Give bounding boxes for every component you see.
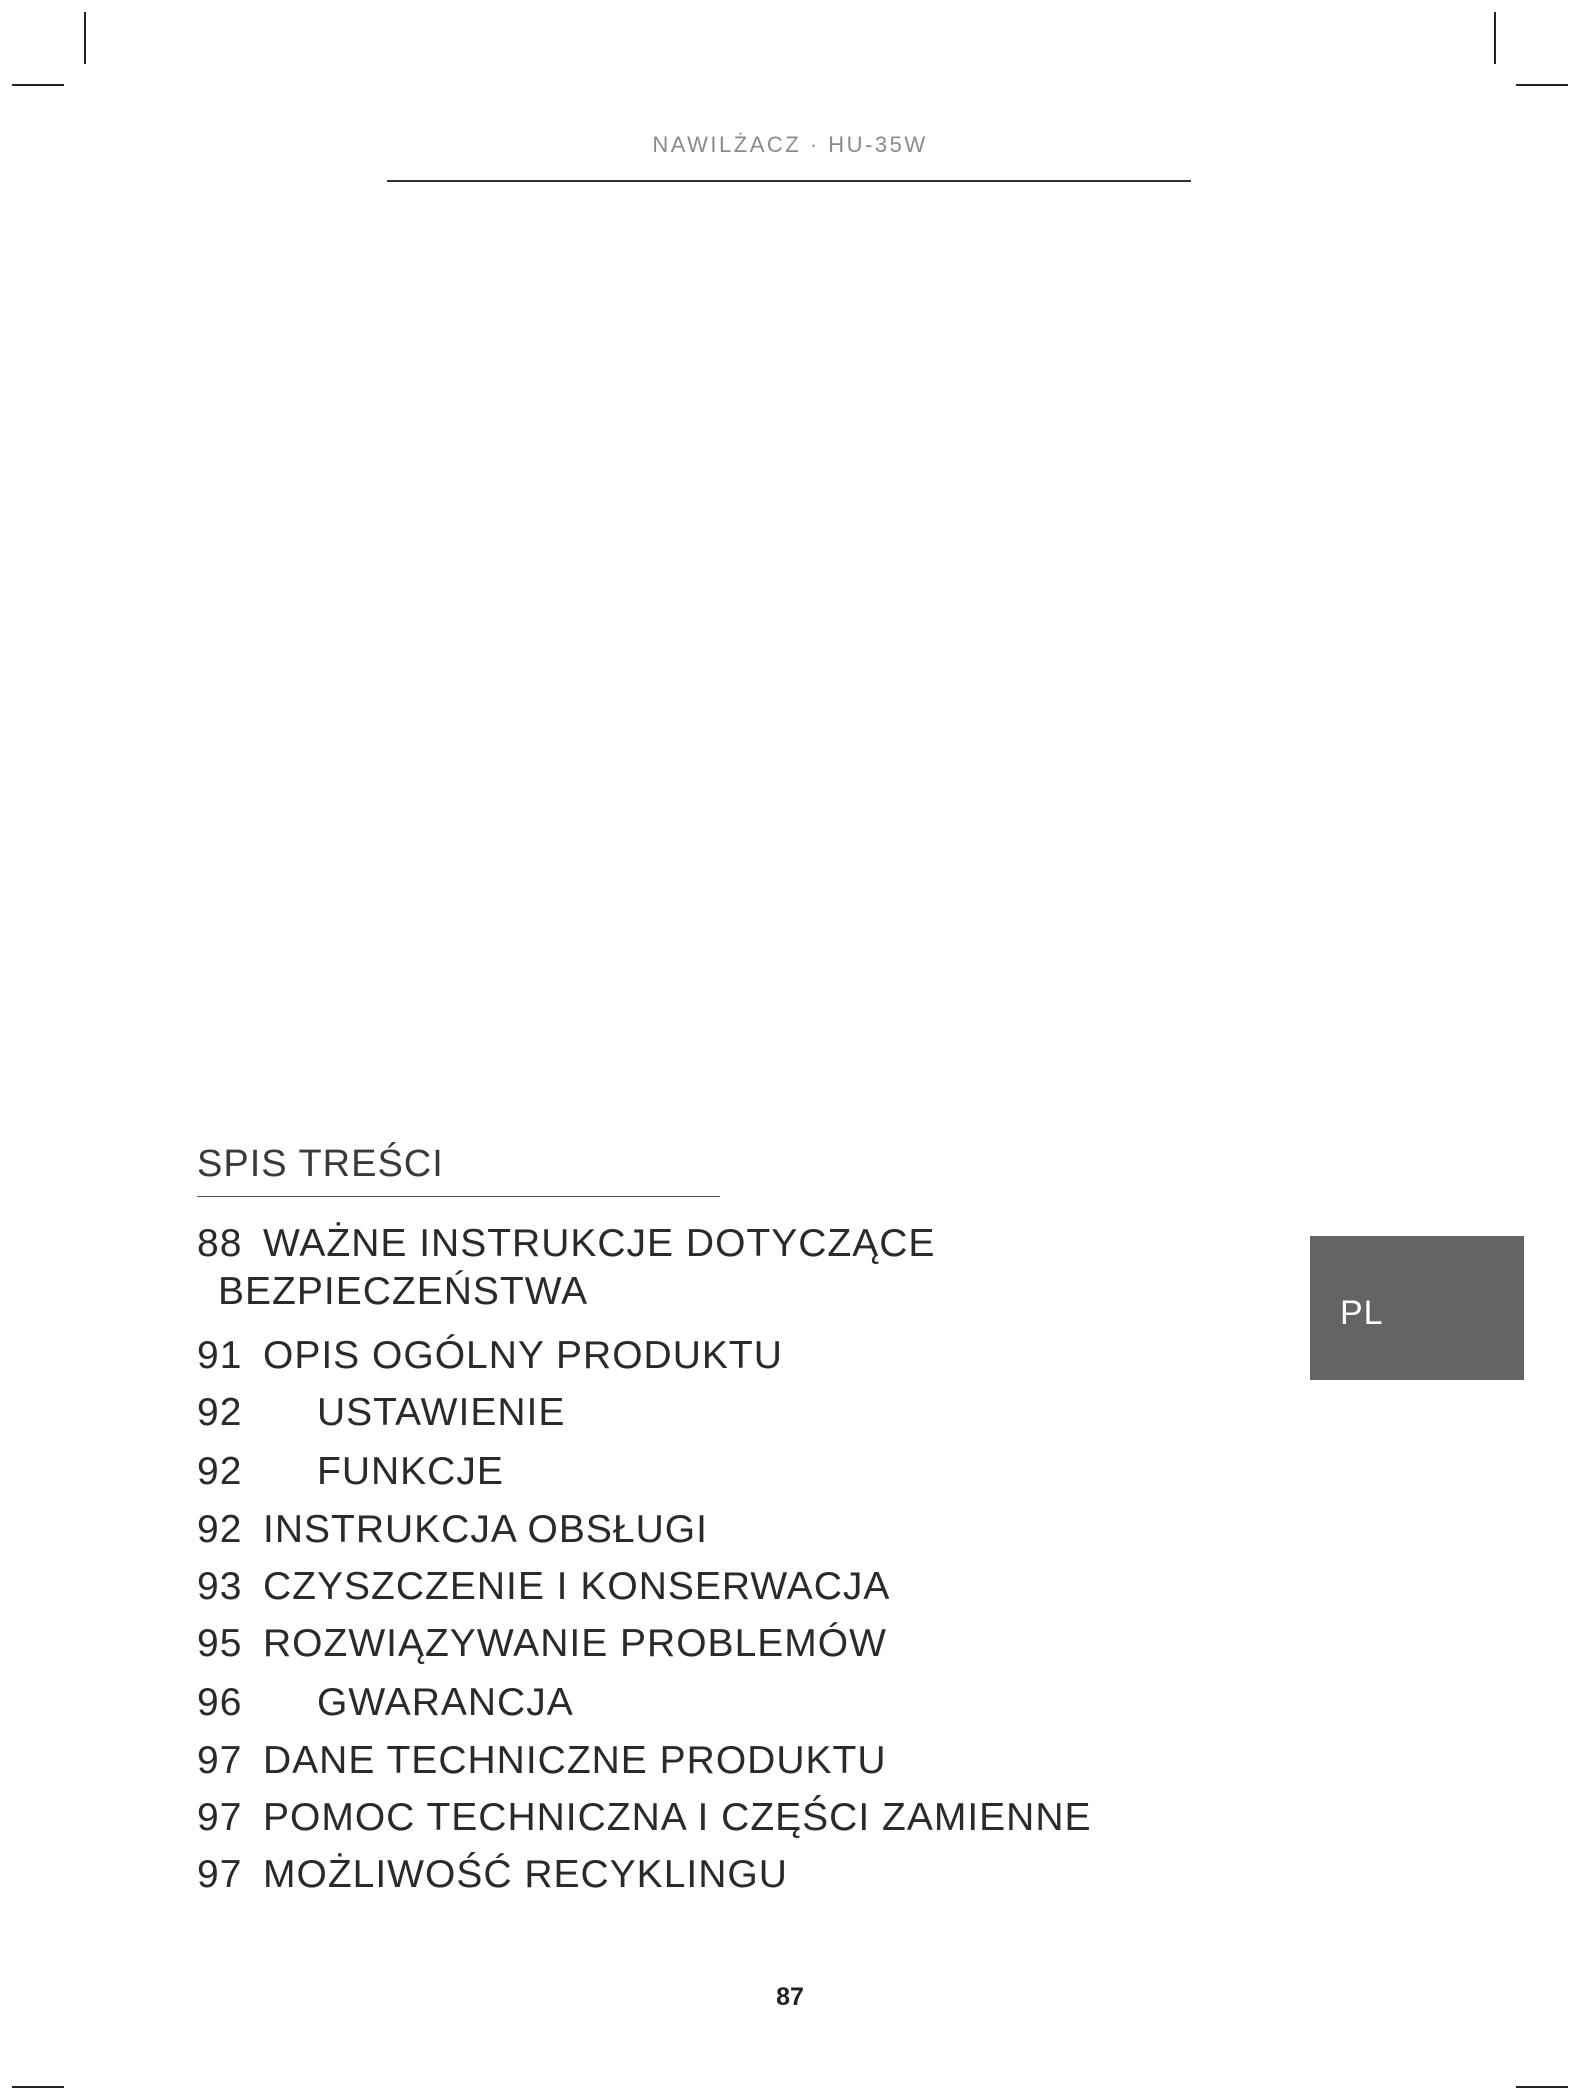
page-number: 87 xyxy=(776,1983,804,2011)
toc-item[interactable] xyxy=(197,1389,1092,1448)
toc-title-rule xyxy=(197,1196,720,1197)
toc-item[interactable] xyxy=(197,1794,1092,1851)
crop-mark-bottom-right-h xyxy=(1516,2086,1568,2088)
toc-label: GWARANCJA xyxy=(317,1681,574,1724)
toc-label: WAŻNE INSTRUKCJE DOTYCZĄCE xyxy=(263,1222,936,1265)
toc-label: POMOC TECHNICZNA I CZĘŚCI ZAMIENNE xyxy=(263,1796,1092,1839)
toc-page-number: 91 xyxy=(197,1334,243,1377)
language-tab-label: PL xyxy=(1340,1294,1384,1332)
toc-page-number: 88 xyxy=(197,1222,243,1265)
running-header: NAWILŻACZ · HU-35W xyxy=(652,132,928,157)
toc-page-number: 95 xyxy=(197,1622,243,1665)
header-rule xyxy=(387,180,1191,182)
toc-item[interactable] xyxy=(197,1563,1092,1620)
toc-item[interactable] xyxy=(197,1679,1092,1737)
crop-mark-top-left-v xyxy=(84,12,86,64)
toc-label: USTAWIENIE xyxy=(317,1391,566,1434)
toc-page-number: 97 xyxy=(197,1739,243,1782)
toc-label-continuation: BEZPIECZEŃSTWA xyxy=(218,1270,589,1313)
toc-page-number: 92 xyxy=(197,1391,243,1434)
toc-item[interactable] xyxy=(197,1737,1092,1794)
toc-item[interactable] xyxy=(197,1332,1092,1389)
toc-label: MOŻLIWOŚĆ RECYKLINGU xyxy=(263,1853,788,1896)
toc-label: OPIS OGÓLNY PRODUKTU xyxy=(263,1334,783,1377)
language-tab xyxy=(1310,1236,1524,1380)
toc-item[interactable] xyxy=(197,1620,1092,1679)
toc-page-number: 93 xyxy=(197,1565,243,1608)
toc-list xyxy=(197,1220,1092,1908)
crop-mark-top-right-v xyxy=(1494,12,1496,64)
crop-mark-bottom-left-h xyxy=(12,2086,64,2088)
toc-label: ROZWIĄZYWANIE PROBLEMÓW xyxy=(263,1622,887,1665)
toc-item[interactable] xyxy=(197,1506,1092,1563)
crop-mark-top-right-h xyxy=(1516,84,1568,86)
toc-page-number: 92 xyxy=(197,1450,243,1493)
toc-title: SPIS TREŚCI xyxy=(197,1143,444,1185)
crop-mark-top-left-h xyxy=(12,84,64,86)
toc-item[interactable] xyxy=(197,1448,1092,1506)
toc-label: CZYSZCZENIE I KONSERWACJA xyxy=(263,1565,891,1608)
toc-item[interactable] xyxy=(197,1851,1092,1908)
toc-page-number: 92 xyxy=(197,1508,243,1551)
toc-page-number: 97 xyxy=(197,1796,243,1839)
toc-label: DANE TECHNICZNE PRODUKTU xyxy=(263,1739,887,1782)
toc-item[interactable] xyxy=(197,1220,1092,1332)
toc-label: FUNKCJE xyxy=(317,1450,504,1493)
toc-page-number: 97 xyxy=(197,1853,243,1896)
toc-label: INSTRUKCJA OBSŁUGI xyxy=(263,1508,708,1551)
toc-page-number: 96 xyxy=(197,1681,243,1724)
